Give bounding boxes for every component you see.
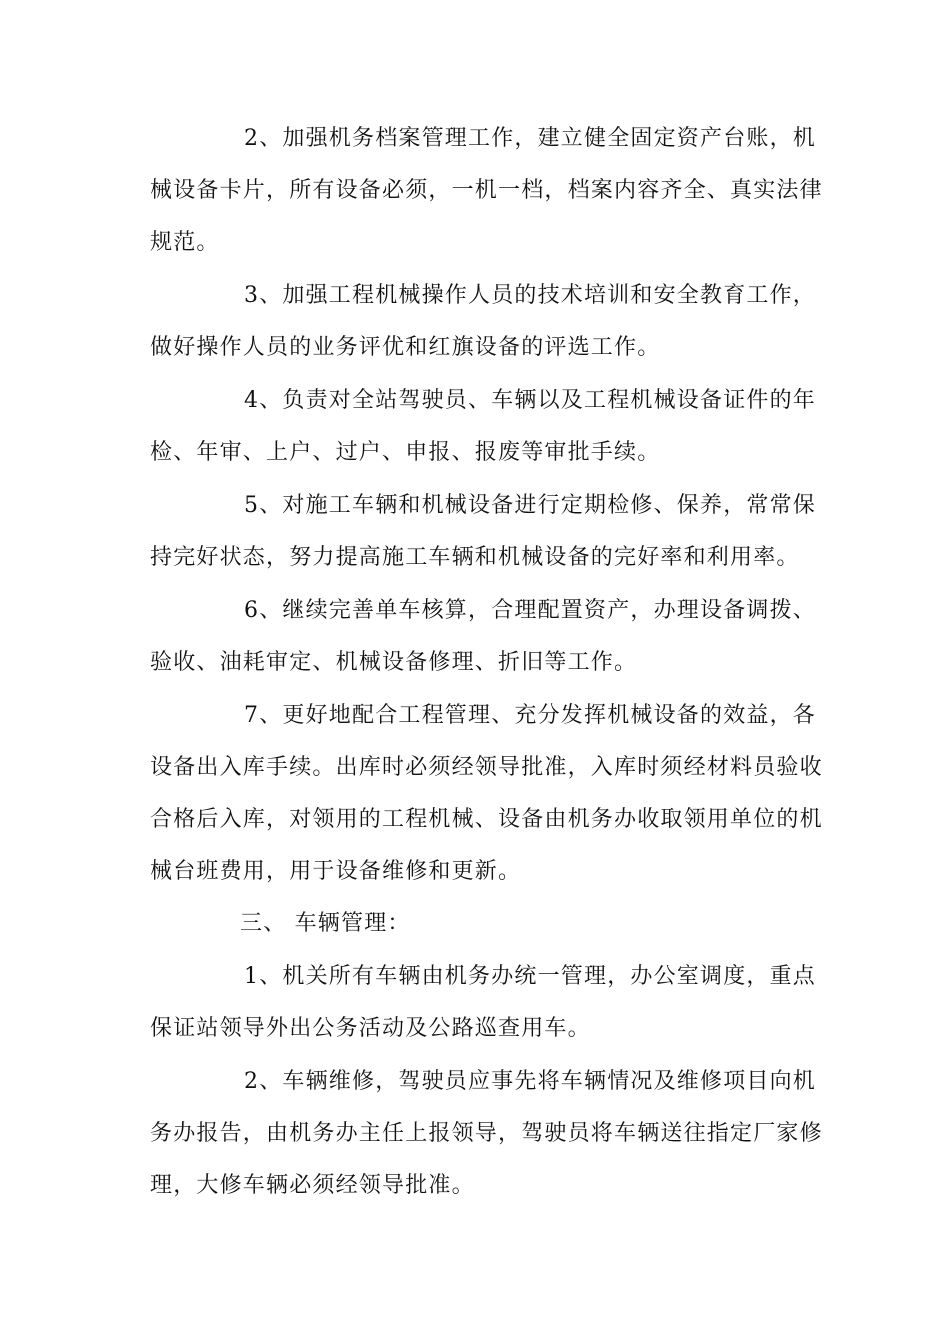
text-line: 5、对施工车辆和机械设备进行定期检修、保养，常常保 xyxy=(244,493,816,518)
text-line: 1、机关所有车辆由机务办统一管理，办公室调度，重点 xyxy=(244,964,816,989)
text-line: 设备出入库手续。出库时必须经领导批准，入库时须经材料员验收 xyxy=(150,755,823,780)
text-line: 3、加强工程机械操作人员的技术培训和安全教育工作， xyxy=(244,283,816,308)
text-line: 械台班费用，用于设备维修和更新。 xyxy=(150,859,522,884)
text-line: 检、年审、上户、过户、申报、报废等审批手续。 xyxy=(150,440,661,465)
text-line: 保证站领导外出公务活动及公路巡查用车。 xyxy=(150,1016,591,1041)
text-line: 验收、油耗审定、机械设备修理、折旧等工作。 xyxy=(150,650,638,675)
text-line: 2、车辆维修，驾驶员应事先将车辆情况及维修项目向机 xyxy=(244,1069,816,1094)
text-line: 合格后入库，对领用的工程机械、设备由机务办收取领用单位的机 xyxy=(150,807,823,832)
text-line: 做好操作人员的业务评优和红旗设备的评选工作。 xyxy=(150,335,661,360)
text-line: 4、负责对全站驾驶员、车辆以及工程机械设备证件的年 xyxy=(244,388,816,413)
text-line: 务办报告，由机务办主任上报领导，驾驶员将车辆送往指定厂家修 xyxy=(150,1121,823,1146)
text-line: 理，大修车辆必须经领导批准。 xyxy=(150,1173,475,1198)
text-line: 7、更好地配合工程管理、充分发挥机械设备的效益，各 xyxy=(244,703,816,728)
text-line: 持完好状态，努力提高施工车辆和机械设备的完好率和利用率。 xyxy=(150,545,800,570)
text-line: 械设备卡片，所有设备必须，一机一档，档案内容齐全、真实法律 xyxy=(150,178,823,203)
text-line: 6、继续完善单车核算，合理配置资产，办理设备调拨、 xyxy=(244,598,816,623)
text-line: 2、加强机务档案管理工作，建立健全固定资产台账，机 xyxy=(244,126,816,151)
text-line: 规范。 xyxy=(150,230,220,255)
section-heading: 三、 车辆管理： xyxy=(240,911,411,936)
